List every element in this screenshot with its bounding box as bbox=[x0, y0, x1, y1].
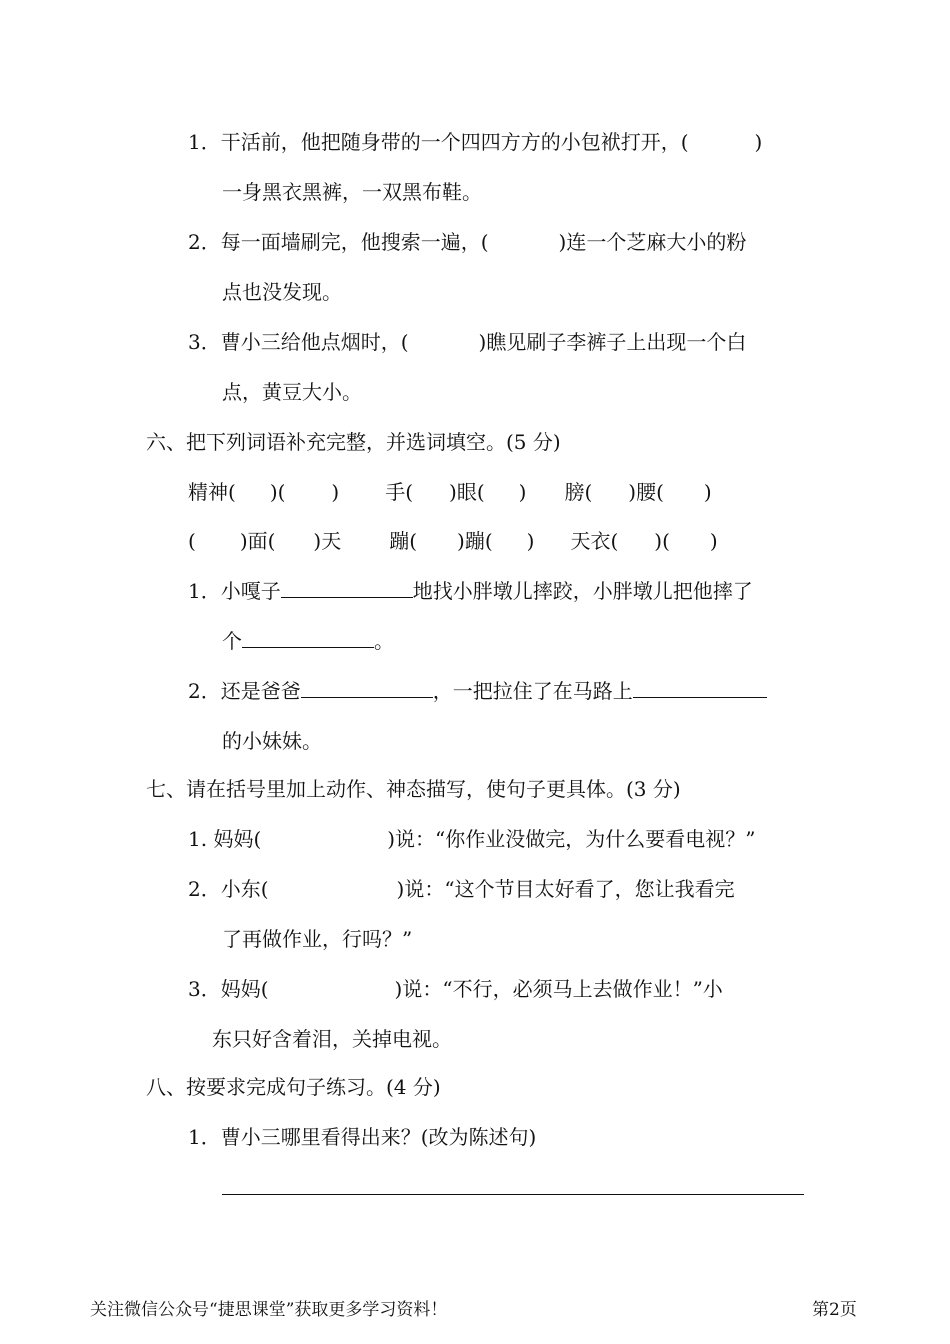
q6-sentence-2-cont: 的小妹妹。 bbox=[222, 729, 322, 753]
q6-title: 六、把下列词语补充完整，并选词填空。(5 分) bbox=[146, 430, 561, 454]
q5-item-2-cont: 点也没发现。 bbox=[222, 280, 342, 304]
word-part: )( bbox=[269, 480, 286, 504]
q5-item-2 bbox=[188, 228, 746, 256]
q6-sentence-1 bbox=[188, 577, 753, 605]
q6-sentence-1-cont bbox=[222, 627, 394, 655]
item-number: 1． bbox=[188, 579, 221, 603]
word-part: 精神( bbox=[188, 480, 236, 504]
item-number: 1． bbox=[188, 130, 221, 154]
sentence-text: 。 bbox=[374, 629, 394, 653]
footer-note: 关注微信公众号“捷思课堂”获取更多学习资料！ bbox=[90, 1300, 448, 1320]
item-text: 曹小三哪里看得出来？(改为陈述句) bbox=[220, 1125, 537, 1149]
fill-blank[interactable] bbox=[633, 677, 767, 698]
q5-item-3 bbox=[188, 328, 746, 356]
item-text-after: )说：“这个节目太好看了，您让我看完 bbox=[396, 877, 735, 901]
sentence-text: 地找小胖墩儿摔跤，小胖墩儿把他摔了 bbox=[412, 579, 753, 603]
word-part: )天 bbox=[313, 529, 342, 553]
fill-blank[interactable] bbox=[281, 577, 413, 598]
word-part: )眼( bbox=[449, 480, 485, 504]
q5-item-3-cont: 点，黄豆大小。 bbox=[222, 380, 362, 404]
item-text: 每一面墙刷完，他搜索一遍，( bbox=[220, 230, 489, 254]
word-part: 天衣( bbox=[570, 529, 619, 553]
q5-item-1 bbox=[188, 128, 762, 156]
q8-item-1 bbox=[188, 1123, 536, 1151]
q6-sentence-2 bbox=[188, 677, 767, 705]
word-part: 膀( bbox=[564, 480, 593, 504]
word-part: )蹦( bbox=[457, 529, 493, 553]
item-text-after: )连一个芝麻大小的粉 bbox=[558, 230, 747, 254]
item-number: 1． bbox=[188, 1125, 221, 1149]
word-part: ) bbox=[518, 480, 527, 504]
item-number: 3． bbox=[188, 977, 221, 1001]
item-number: 2． bbox=[188, 679, 221, 703]
sentence-text: ，一把拉住了在马路上 bbox=[432, 679, 633, 703]
q7-item-1 bbox=[188, 825, 756, 853]
word-part: 手( bbox=[385, 480, 414, 504]
word-part: 蹦( bbox=[389, 529, 418, 553]
item-text: 曹小三给他点烟时，( bbox=[220, 330, 409, 354]
q6-word-row-1 bbox=[188, 478, 712, 506]
word-part: )腰( bbox=[628, 480, 664, 504]
item-text: 小东( bbox=[220, 877, 269, 901]
item-text-after: )说：“你作业没做完，为什么要看电视？” bbox=[387, 827, 756, 851]
sentence-text: 小嘎子 bbox=[220, 579, 281, 603]
fill-blank[interactable] bbox=[242, 627, 374, 648]
answer-line[interactable] bbox=[222, 1194, 804, 1195]
fill-blank[interactable] bbox=[301, 677, 433, 698]
q5-item-1-cont: 一身黑衣黑裤，一双黑布鞋。 bbox=[222, 180, 482, 204]
item-text: 干活前，他把随身带的一个四四方方的小包袱打开，( bbox=[220, 130, 689, 154]
item-number: 2． bbox=[188, 877, 221, 901]
item-text: 妈妈( bbox=[220, 977, 269, 1001]
item-number: 2． bbox=[188, 230, 221, 254]
q7-item-3 bbox=[188, 975, 723, 1003]
word-part: ) bbox=[703, 480, 712, 504]
page-number: 第2页 bbox=[812, 1300, 857, 1320]
word-part: )( bbox=[654, 529, 670, 553]
word-part: ) bbox=[526, 529, 535, 553]
word-part: ) bbox=[331, 480, 340, 504]
item-text: 1. 妈妈( bbox=[188, 827, 262, 851]
item-text-after: )说：“不行，必须马上去做作业！”小 bbox=[394, 977, 723, 1001]
q7-title: 七、请在括号里加上动作、神态描写，使句子更具体。(3 分) bbox=[146, 777, 681, 801]
q7-item-2 bbox=[188, 875, 735, 903]
item-text-after: ) bbox=[754, 130, 763, 154]
q6-word-row-2 bbox=[188, 527, 718, 555]
word-part: ( bbox=[188, 529, 196, 553]
item-number: 3． bbox=[188, 330, 221, 354]
q7-item-2-cont: 了再做作业，行吗？” bbox=[222, 927, 413, 951]
word-part: )面( bbox=[239, 529, 276, 553]
sentence-text: 个 bbox=[222, 629, 242, 653]
q8-title: 八、按要求完成句子练习。(4 分) bbox=[146, 1075, 441, 1099]
word-part: ) bbox=[709, 529, 718, 553]
sentence-text: 还是爸爸 bbox=[220, 679, 301, 703]
item-text-after: )瞧见刷子李裤子上出现一个白 bbox=[478, 330, 747, 354]
q7-item-3-cont: 东只好含着泪，关掉电视。 bbox=[212, 1027, 452, 1051]
